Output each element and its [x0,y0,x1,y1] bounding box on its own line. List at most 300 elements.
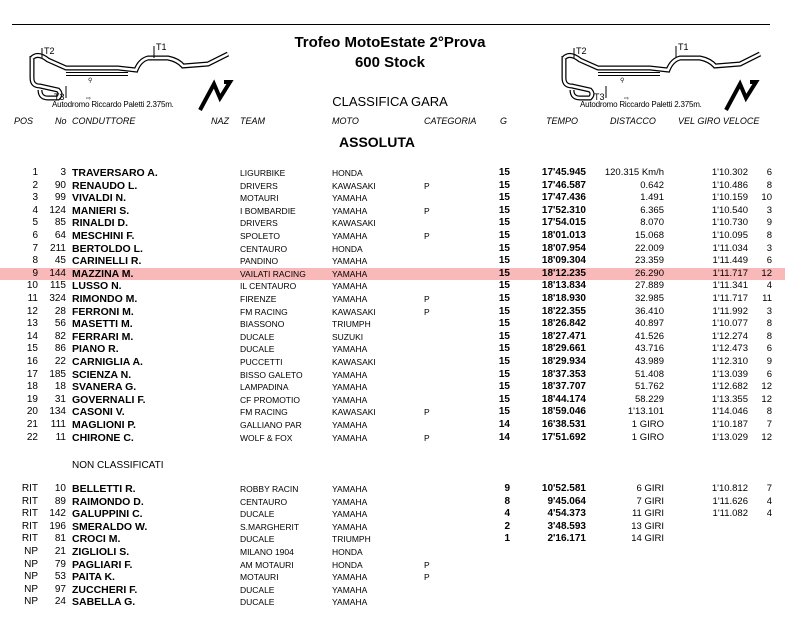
team-cell: MILANO 1904 [240,547,294,557]
position-cell: 8 [32,255,38,267]
laps-cell: 14 [498,419,510,430]
rider-name-cell: BELLETTI R. [72,483,136,495]
number-cell: 81 [54,533,66,545]
rider-name-cell: ZUCCHERI F. [72,583,138,596]
best-lap-cell: 1'10.187 [711,419,748,430]
t3-label: T3 [54,92,65,102]
moto-cell: YAMAHA [332,521,368,532]
gap-cell: 13 GIRI [631,520,664,532]
rider-name-cell: MESCHINI F. [72,230,135,242]
gap-cell: 14 GIRI [631,533,664,545]
number-cell: 211 [50,242,66,254]
category-cell: P [424,294,430,304]
gap-cell: 15.068 [634,230,664,241]
rider-name-cell: PIANO R. [72,343,119,356]
svg-text:⇨: ⇨ [624,95,630,102]
category-cell: P [424,231,430,241]
best-lap-cell: 1'11.717 [712,293,748,304]
best-lap-cell: 1'14.046 [711,406,748,418]
number-cell: 86 [54,343,66,355]
gap-cell: 6.365 [640,204,664,216]
best-lap-number-cell: 4 [766,508,772,520]
moto-cell: YAMAHA [332,584,368,595]
table-row [0,533,785,546]
team-cell: MOTAURI [240,572,279,583]
best-lap-number-cell: 3 [766,204,772,216]
t2-label: T2 [44,46,55,56]
number-cell: 53 [54,571,66,583]
time-cell: 17'52.310 [541,204,586,216]
best-lap-cell: 1'10.095 [711,230,748,241]
gap-cell: 11 GIRI [631,508,664,520]
team-cell: PUCCETTI [240,357,283,367]
rider-name-cell: SVANERA G. [72,381,137,394]
laps-cell: 15 [498,204,510,216]
position-cell: 22 [26,431,38,443]
best-lap-cell: 1'11.034 [712,242,748,254]
gap-cell: 1 GIRO [631,419,664,430]
rider-name-cell: CROCI M. [72,533,121,546]
team-cell: WOLF & FOX [240,432,293,443]
number-cell: 79 [54,558,66,570]
table-row [0,381,785,394]
event-title: Trofeo MotoEstate 2°Prova [294,34,486,51]
position-cell: 1 [32,167,38,178]
table-row [0,343,785,356]
moto-cell: YAMAHA [332,281,368,292]
laps-cell: 15 [498,242,510,254]
col-header-best-lap: VEL GIRO VELOCE [678,116,760,126]
laps-cell: 15 [498,179,510,191]
table-row [0,571,785,584]
svg-text:⚲: ⚲ [620,77,625,84]
best-lap-number-cell: 12 [761,431,772,443]
time-cell: 18'13.834 [541,280,586,292]
time-cell: 17'46.587 [541,179,586,191]
laps-cell: 15 [498,381,510,393]
number-cell: 85 [54,217,66,229]
best-lap-cell: 1'12.682 [711,381,748,393]
table-row [0,230,785,243]
moto-cell: HONDA [332,547,363,557]
position-cell: 18 [26,381,38,393]
rider-name-cell: VIVALDI N. [72,192,127,205]
laps-cell: 15 [498,293,510,304]
team-cell: DUCALE [240,534,275,545]
gap-cell: 7 GIRI [636,495,664,507]
best-lap-number-cell: 10 [761,192,772,204]
best-lap-number-cell: 6 [766,167,772,178]
svg-text:⇨: ⇨ [86,95,92,102]
team-cell: DUCALE [240,597,275,608]
gap-cell: 120.315 Km/h [604,167,664,178]
position-cell: 11 [27,293,38,304]
laps-cell: 2 [504,520,510,532]
number-cell: 115 [50,280,66,292]
moto-cell: YAMAHA [332,420,368,430]
laps-cell: 15 [498,393,510,405]
best-lap-cell: 1'11.341 [712,280,748,292]
position-cell: NP [24,596,38,608]
best-lap-number-cell: 12 [761,393,772,405]
best-lap-number-cell: 8 [766,179,772,191]
number-cell: 10 [54,483,66,494]
number-cell: 24 [54,596,66,608]
number-cell: 324 [49,293,66,304]
best-lap-number-cell: 9 [766,356,772,367]
moto-cell: YAMAHA [332,193,368,204]
best-lap-cell: 1'12.310 [711,356,748,367]
gap-cell: 51.408 [634,368,664,380]
position-cell: RIT [21,483,38,494]
gap-cell: 36.410 [634,305,664,317]
number-cell: 124 [49,204,66,216]
team-cell: MOTAURI [240,193,279,204]
laps-cell: 15 [498,255,510,267]
gap-cell: 1.491 [640,192,664,204]
position-cell: 15 [26,343,38,355]
best-lap-number-cell: 6 [766,368,772,380]
table-row [0,255,785,268]
rider-name-cell: SMERALDO W. [72,520,148,533]
table-row [0,496,785,509]
time-cell: 18'12.235 [541,267,586,279]
not-classified-title: NON CLASSIFICATI [72,460,164,471]
number-cell: 3 [60,167,66,178]
rider-name-cell: GOVERNALI F. [72,393,146,406]
table-row [0,508,785,521]
moto-cell: YAMAHA [332,369,368,380]
table-row [0,180,785,193]
position-cell: 20 [26,406,38,418]
position-cell: 16 [26,356,38,367]
svg-text:⚲: ⚲ [88,77,93,84]
best-lap-number-cell: 8 [766,230,772,241]
table-row [0,394,785,407]
best-lap-cell: 1'10.812 [711,483,748,494]
moto-cell: YAMAHA [332,268,368,279]
table-row [0,268,785,281]
rider-name-cell: CHIRONE C. [72,431,134,444]
team-cell: SPOLETO [240,231,280,241]
moto-cell: HONDA [332,559,363,570]
position-cell: 10 [26,280,38,292]
rider-name-cell: MASETTI M. [72,318,133,331]
moto-cell: KAWASAKI [332,218,376,229]
position-cell: RIT [21,520,38,532]
best-lap-cell: 1'10.159 [711,192,748,204]
time-cell: 18'07.954 [541,242,586,254]
position-cell: NP [24,558,38,570]
number-cell: 82 [54,330,66,342]
gap-cell: 22.009 [634,242,664,254]
col-header-laps: G [500,116,508,126]
position-cell: 13 [26,318,38,330]
laps-cell: 15 [498,217,510,229]
best-lap-cell: 1'11.717 [712,267,748,279]
team-cell: BISSO GALETO [240,369,303,380]
time-cell: 16'38.531 [541,419,586,430]
best-lap-number-cell: 4 [766,495,772,507]
table-row [0,306,785,319]
number-cell: 99 [54,192,66,204]
position-cell: 21 [26,419,38,430]
best-lap-number-cell: 3 [766,242,772,254]
best-lap-number-cell: 7 [766,419,772,430]
team-cell: FM RACING [240,407,288,418]
gap-cell: 41.526 [634,330,664,342]
rider-name-cell: BERTOLDO L. [72,242,143,255]
team-cell: DRIVERS [240,218,278,229]
time-cell: 4'54.373 [547,508,586,520]
number-cell: 64 [54,230,66,241]
laps-cell: 15 [498,267,510,279]
category-cell: P [424,306,430,317]
best-lap-cell: 1'12.473 [711,343,748,355]
best-lap-number-cell: 12 [761,267,772,279]
number-cell: 90 [54,179,66,191]
table-row [0,293,785,306]
gap-cell: 43.989 [634,356,664,367]
circuit-map-left [18,38,238,118]
table-row [0,205,785,218]
laps-cell: 15 [498,318,510,330]
class-title: 600 Stock [354,54,426,71]
category-cell: P [424,559,430,570]
moto-cell: KAWASAKI [332,407,376,418]
number-cell: 144 [49,267,66,279]
best-lap-number-cell: 11 [762,293,772,304]
time-cell: 17'51.692 [541,431,586,443]
best-lap-number-cell: 6 [766,255,772,267]
best-lap-cell: 1'10.302 [711,167,748,178]
laps-cell: 15 [498,280,510,292]
col-header-team: TEAM [240,116,266,126]
gap-cell: 1'13.101 [627,406,664,418]
team-cell: CENTAURO [240,243,288,254]
number-cell: 111 [50,419,66,430]
col-header-rider: CONDUTTORE [72,116,136,126]
rider-name-cell: CARINELLI R. [72,255,142,268]
circuit-map-right [550,38,770,118]
rider-name-cell: MAZZINA M. [72,267,134,280]
gap-cell: 6 GIRI [636,483,664,494]
number-cell: 18 [54,381,66,393]
best-lap-number-cell: 8 [766,330,772,342]
best-lap-cell: 1'10.730 [711,217,748,229]
category-cell: P [424,572,430,583]
position-cell: 19 [26,393,38,405]
col-header-category: CATEGORIA [424,116,477,126]
time-cell: 18'18.930 [541,293,586,304]
laps-cell: 15 [498,368,510,380]
number-cell: 31 [54,393,66,405]
time-cell: 18'26.842 [541,318,586,330]
number-cell: 89 [54,495,66,507]
team-cell: CENTAURO [240,496,288,507]
rider-name-cell: FERRARI M. [72,330,134,343]
team-cell: DUCALE [240,344,275,355]
best-lap-cell: 1'13.029 [711,431,748,443]
moto-cell: KAWASAKI [332,357,376,367]
moto-cell: YAMAHA [332,344,368,355]
time-cell: 17'54.015 [541,217,586,229]
laps-cell: 4 [504,508,510,520]
team-cell: I BOMBARDIE [240,205,296,216]
table-row [0,356,785,369]
team-cell: DUCALE [240,331,275,342]
team-cell: DUCALE [240,509,275,520]
time-cell: 17'47.436 [541,192,586,204]
laps-cell: 15 [498,167,510,178]
table-row [0,406,785,419]
table-row [0,192,785,205]
rider-name-cell: SCIENZA N. [72,368,132,381]
t3-label: T3 [594,92,605,102]
table-row [0,432,785,445]
category-cell: P [424,205,430,216]
col-header-pos: POS [14,116,34,126]
team-cell: LIGURBIKE [240,168,286,178]
moto-cell: YAMAHA [332,294,368,304]
moto-cell: YAMAHA [332,496,368,507]
team-cell: FIRENZE [240,294,277,304]
rider-name-cell: TRAVERSARO A. [72,167,158,179]
moto-cell: KAWASAKI [332,306,376,317]
position-cell: 5 [32,217,38,229]
position-cell: 4 [32,204,38,216]
best-lap-cell: 1'11.626 [712,495,748,507]
col-header-time: TEMPO [546,116,579,126]
table-row [0,559,785,572]
number-cell: 56 [54,318,66,330]
time-cell: 18'09.304 [541,255,586,267]
moto-cell: HONDA [332,243,363,254]
venue-label: Autodromo Riccardo Paletti 2.375m. [580,100,702,109]
best-lap-number-cell: 3 [766,305,772,317]
moto-cell: YAMAHA [332,572,368,583]
best-lap-cell: 1'10.486 [711,179,748,191]
rider-name-cell: LUSSO N. [72,280,122,293]
category-cell: P [424,432,430,443]
best-lap-cell: 1'10.540 [711,204,748,216]
best-lap-cell: 1'10.077 [711,318,748,330]
time-cell: 10'52.581 [541,483,586,494]
category-cell: P [424,407,430,418]
number-cell: 185 [49,368,66,380]
time-cell: 18'29.934 [541,356,586,367]
number-cell: 28 [54,305,66,317]
number-cell: 97 [54,583,66,595]
table-row [0,596,785,609]
table-row [0,331,785,344]
page-subtitle: CLASSIFICA GARA [332,94,448,109]
gap-cell: 51.762 [634,381,664,393]
moto-cell: HONDA [332,168,363,178]
laps-cell: 15 [498,406,510,418]
number-cell: 142 [49,508,66,520]
moto-cell: YAMAHA [332,597,368,608]
rider-name-cell: ZIGLIOLI S. [72,546,130,558]
moto-cell: SUZUKI [332,331,364,342]
number-cell: 22 [54,356,66,367]
t1-label: T1 [156,42,167,52]
position-cell: RIT [21,508,38,520]
table-row [0,546,785,559]
laps-cell: 1 [504,533,510,545]
rider-name-cell: SABELLA G. [72,596,136,609]
time-cell: 18'37.707 [541,381,586,393]
position-cell: 7 [32,242,38,254]
best-lap-cell: 1'11.992 [712,305,748,317]
laps-cell: 14 [498,431,510,443]
moto-cell: YAMAHA [332,484,368,494]
gap-cell: 32.985 [634,293,664,304]
position-cell: RIT [21,495,38,507]
team-cell: CF PROMOTIO [240,394,300,405]
number-cell: 11 [55,431,66,443]
number-cell: 21 [54,546,66,557]
team-cell: GALLIANO PAR [240,420,302,430]
gap-cell: 1 GIRO [631,431,664,443]
t2-label: T2 [576,46,587,56]
position-cell: 14 [26,330,38,342]
time-cell: 2'16.171 [547,533,586,545]
position-cell: 6 [32,230,38,241]
time-cell: 18'27.471 [541,330,586,342]
top-rule [12,24,770,25]
number-cell: 196 [49,520,66,532]
section-title: ASSOLUTA [339,134,415,150]
number-cell: 45 [54,255,66,267]
moto-cell: YAMAHA [332,205,368,216]
team-cell: VAILATI RACING [240,268,306,279]
time-cell: 9'45.064 [547,495,586,507]
team-cell: FM RACING [240,306,288,317]
position-cell: NP [24,571,38,583]
team-cell: DRIVERS [240,180,278,191]
gap-cell: 0.642 [640,179,664,191]
position-cell: NP [24,546,38,557]
rider-name-cell: MANIERI S. [72,204,130,217]
time-cell: 18'22.355 [541,305,586,317]
table-row [0,243,785,256]
rider-name-cell: FERRONI M. [72,305,134,318]
time-cell: 18'01.013 [541,230,586,241]
moto-cell: YAMAHA [332,394,368,405]
best-lap-number-cell: 7 [766,483,772,494]
best-lap-cell: 1'13.355 [711,393,748,405]
table-row [0,419,785,432]
position-cell: 17 [26,368,38,380]
best-lap-cell: 1'11.082 [712,508,748,520]
table-row [0,584,785,597]
col-header-gap: DISTACCO [610,116,656,126]
best-lap-number-cell: 8 [766,318,772,330]
laps-cell: 15 [498,330,510,342]
team-cell: BIASSONO [240,319,285,330]
moto-cell: TRIUMPH [332,319,371,330]
table-row [0,167,785,180]
best-lap-cell: 1'11.449 [712,255,748,267]
time-cell: 18'29.661 [541,343,586,355]
position-cell: NP [24,583,38,595]
best-lap-number-cell: 12 [761,381,772,393]
best-lap-cell: 1'12.274 [711,330,748,342]
laps-cell: 9 [504,483,510,494]
moto-cell: YAMAHA [332,509,368,520]
gap-cell: 27.889 [634,280,664,292]
